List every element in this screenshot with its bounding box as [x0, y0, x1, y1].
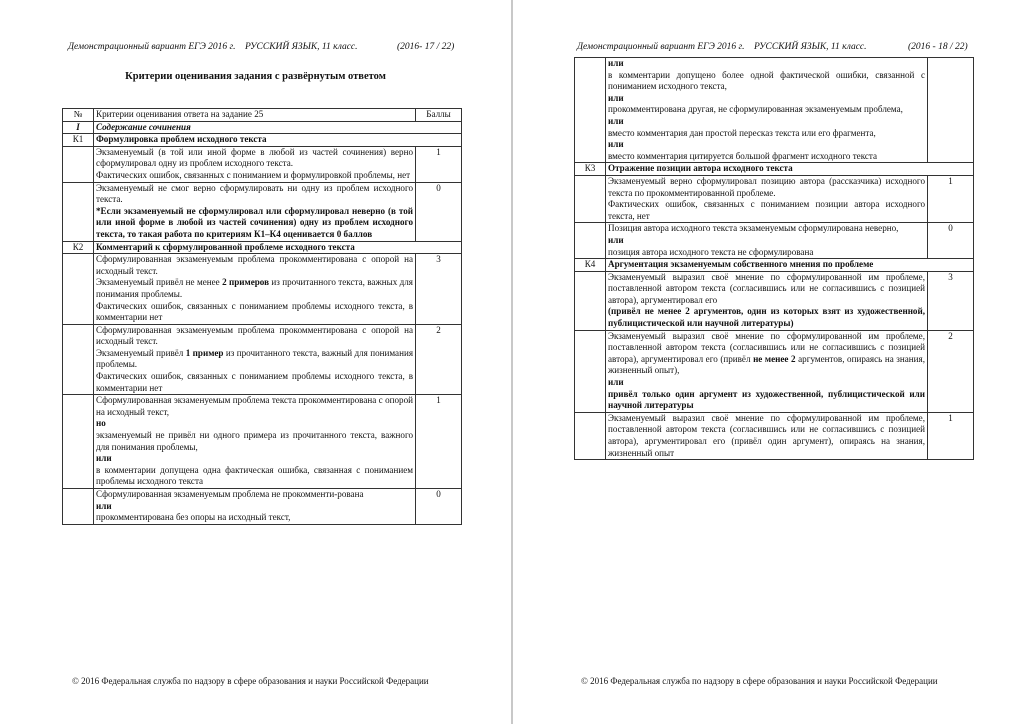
points-value: 0 — [416, 182, 462, 241]
criterion-num: К2 — [63, 241, 94, 254]
table-row — [575, 175, 974, 222]
desc-paragraph: Фактических ошибок, связанных с пониманием проблемы исходного текста, в комментарии нет — [96, 371, 413, 393]
desc-paragraph: (привёл не менее 2 аргументов, один из которых взят из художественной, публицистической или научной литературы) — [608, 306, 925, 329]
conjunction: или — [608, 92, 624, 103]
criterion-title: Комментарий к сформулированной проблеме исходного текста — [94, 241, 462, 254]
section-num: I — [63, 121, 94, 134]
points-value: 1 — [928, 412, 974, 459]
criterion-description — [606, 223, 928, 259]
page-number: (2016 - 18 / 22) — [908, 42, 968, 52]
desc-paragraph: Сформулированная экзаменуемым проблема текста прокомментирована с опорой на исходный текст, — [96, 395, 413, 417]
criterion-title: Формулировка проблем исходного текста — [94, 134, 462, 147]
page-title: Критерии оценивания задания с развёрнутым ответом — [125, 71, 386, 82]
points-value: 1 — [416, 395, 462, 489]
table-row — [575, 223, 974, 259]
points-value: 0 — [416, 489, 462, 525]
desc-paragraph: Экзаменуемый привёл не менее 2 примеров из прочитанного текста, важных для понимания проблемы. — [96, 277, 413, 299]
desc-paragraph: вместо комментария цитируется большой фрагмент исходного текста — [608, 150, 878, 161]
page-header — [577, 42, 867, 52]
criterion-description — [94, 182, 416, 241]
desc-paragraph: позиция автора исходного текста не сформулирована — [608, 246, 814, 257]
desc-paragraph: Экзаменуемый не смог верно сформулировать ни одну из проблем исходного текста. — [96, 182, 413, 205]
k2-title-row — [63, 241, 462, 254]
table-row — [575, 58, 974, 163]
desc-paragraph: Сформулированная экзаменуемым проблема прокомментирована с опорой на исходный текст. — [96, 324, 413, 347]
table-row — [575, 330, 974, 412]
points-value: 2 — [416, 324, 462, 395]
criterion-description — [606, 271, 928, 330]
desc-paragraph: вместо комментария дан простой пересказ текста или его фрагмента, — [608, 127, 876, 138]
table-row — [63, 324, 462, 395]
section-label: Содержание сочинения — [94, 121, 462, 134]
criterion-description — [94, 395, 416, 489]
page-number: (2016- 17 / 22) — [397, 42, 455, 52]
desc-paragraph: Фактических ошибок, связанных с пониманием позиции автора исходного текста, нет — [608, 199, 925, 221]
desc-paragraph: Сформулированная экзаменуемым проблема не прокомменти-рована — [96, 489, 364, 499]
header-subject: РУССКИЙ ЯЗЫК, 11 класс. — [245, 42, 358, 52]
desc-paragraph: прокомментирована без опоры на исходный текст, — [96, 512, 291, 523]
page-18 — [513, 0, 1024, 724]
desc-paragraph: Экзаменуемый выразил своё мнение по сформулированной им проблеме, поставленной автором текста (согласившись или не согласившись с позицией автора), аргументировал его — [608, 271, 925, 305]
criterion-description — [94, 489, 416, 525]
desc-paragraph: в комментарии допущена одна фактическая ошибка, связанная с пониманием проблемы исходного текста — [96, 464, 413, 487]
desc-paragraph: Экзаменуемый (в той или иной форме в любой из частей сочинения) верно сформулировал одну из проблем исходного текста. — [96, 146, 413, 169]
criterion-num: К1 — [63, 134, 94, 147]
k4-title-row — [575, 259, 974, 272]
criterion-description — [94, 324, 416, 395]
page-footer: © 2016 Федеральная служба по надзору в сфере образования и науки Российской Федерации — [581, 676, 938, 686]
desc-paragraph: Сформулированная экзаменуемым проблема прокомментирована с опорой на исходный текст. — [96, 254, 413, 276]
criterion-title: Отражение позиции автора исходного текста — [606, 163, 974, 176]
conjunction: или — [96, 500, 112, 511]
desc-paragraph: экзаменуемый не привёл ни одного примера из прочитанного текста, важного для понимания проблемы, — [96, 430, 413, 452]
conjunction: или — [608, 115, 624, 126]
criterion-description — [606, 412, 928, 459]
points-value: 0 — [928, 223, 974, 259]
desc-paragraph: Экзаменуемый выразил своё мнение по сформулированной им проблеме, поставленной автором текста (согласившись или не согласившись с позицией автора), аргументировал его (привёл один аргумент), опираясь на знания, жизненный опыт — [608, 412, 925, 458]
conjunction: или — [608, 139, 624, 150]
table-row — [575, 412, 974, 459]
desc-paragraph: Позиция автора исходного текста экзаменуемым сформулирована неверно, — [608, 223, 899, 234]
desc-paragraph: Фактических ошибок, связанных с пониманием проблемы исходного текста, в комментарии нет — [96, 300, 413, 323]
page-17 — [0, 0, 511, 724]
header-doc: Демонстрационный вариант ЕГЭ 2016 г. — [577, 42, 745, 52]
desc-paragraph: Фактических ошибок, связанных с пониманием и формулировкой проблемы, нет — [96, 169, 411, 180]
col-num-header: № — [63, 109, 94, 122]
points-value: 3 — [416, 254, 462, 325]
points-value: 2 — [928, 330, 974, 412]
desc-paragraph: Экзаменуемый верно сформулировал позицию автора (рассказчика) исходного текста по прокомментированной проблеме. — [608, 175, 925, 198]
criterion-num: К4 — [575, 259, 606, 272]
table-row — [63, 489, 462, 525]
points-value: 1 — [416, 146, 462, 182]
table-header-row — [63, 109, 462, 122]
desc-paragraph: привёл только один аргумент из художественной, публицистической или научной литературы — [608, 388, 925, 411]
criteria-table — [62, 108, 462, 525]
desc-paragraph: Экзаменуемый привёл 1 пример из прочитанного текста, важный для понимания проблемы. — [96, 347, 413, 370]
conjunction: или — [608, 58, 624, 68]
section-row — [63, 121, 462, 134]
table-row — [63, 254, 462, 325]
table-row — [575, 271, 974, 330]
criterion-description — [606, 58, 928, 163]
desc-note: *Если экзаменуемый не сформулировал или сформулировал неверно (в той или иной форме в любой из частей сочинения) одну из проблем исходного текста, то такая работа по критериям К1–К4 оценивается 0 баллов — [96, 205, 413, 239]
desc-paragraph: в комментарии допущено более одной фактической ошибки, связанной с пониманием исходного текста, — [608, 69, 925, 92]
criterion-num: К3 — [575, 163, 606, 176]
points-value: 1 — [928, 175, 974, 222]
page-footer: © 2016 Федеральная служба по надзору в сфере образования и науки Российской Федерации — [72, 676, 429, 686]
header-subject: РУССКИЙ ЯЗЫК, 11 класс. — [754, 42, 867, 52]
header-doc: Демонстрационный вариант ЕГЭ 2016 г. — [68, 42, 236, 52]
page-header — [68, 42, 358, 52]
criterion-description — [606, 330, 928, 412]
col-criteria-header: Критерии оценивания ответа на задание 25 — [94, 109, 416, 122]
table-row — [63, 395, 462, 489]
table-row — [63, 146, 462, 182]
criterion-description — [94, 254, 416, 325]
conjunction: или — [608, 234, 624, 245]
col-points-header: Баллы — [416, 109, 462, 122]
k3-title-row — [575, 163, 974, 176]
table-row — [63, 182, 462, 241]
conjunction: но — [96, 418, 106, 429]
desc-paragraph: прокомментирована другая, не сформулированная экзаменуемым проблема, — [608, 104, 903, 115]
conjunction: или — [608, 377, 624, 388]
k1-title-row — [63, 134, 462, 147]
conjunction: или — [96, 453, 112, 464]
criterion-description — [606, 175, 928, 222]
desc-paragraph: Экзаменуемый выразил своё мнение по сформулированной им проблеме, поставленной автором текста (согласившись или не согласившись с позицией автора), аргументировал его (привёл не менее 2 аргументов, опираясь на знания, жизненный опыт), — [608, 330, 925, 376]
points-value: 3 — [928, 271, 974, 330]
criterion-title: Аргументация экзаменуемым собственного мнения по проблеме — [606, 259, 974, 272]
criterion-description — [94, 146, 416, 182]
criteria-table-continued — [574, 57, 974, 460]
